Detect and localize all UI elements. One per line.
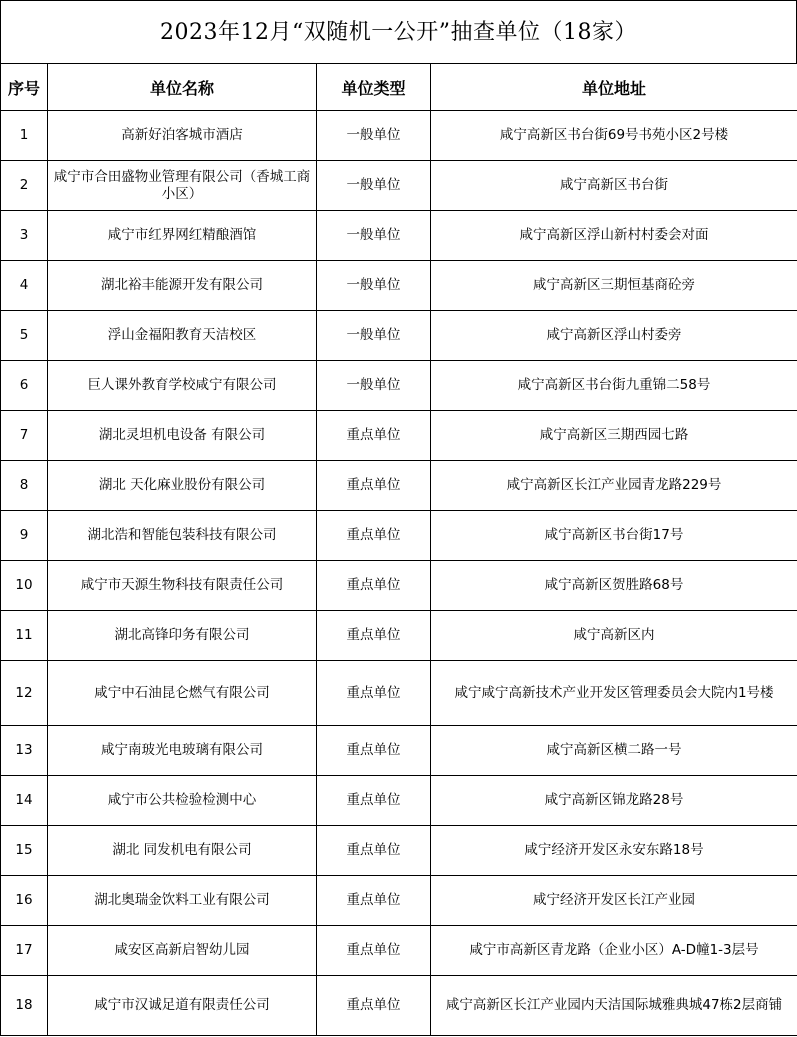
cell-index: 2: [1, 161, 48, 211]
cell-index: 5: [1, 311, 48, 361]
cell-name: 湖北高锋印务有限公司: [48, 611, 317, 661]
table-row: [1, 926, 797, 976]
cell-index: 10: [1, 561, 48, 611]
table-row: [1, 826, 797, 876]
table-row: [1, 211, 797, 261]
cell-type: 一般单位: [317, 311, 431, 361]
cell-name: 咸宁南玻光电玻璃有限公司: [48, 726, 317, 776]
cell-type: 重点单位: [317, 611, 431, 661]
cell-address: 咸宁高新区锦龙路28号: [431, 776, 797, 826]
inspection-table: [0, 63, 797, 1036]
cell-address: 咸宁高新区浮山村委旁: [431, 311, 797, 361]
cell-index: 15: [1, 826, 48, 876]
cell-index: 16: [1, 876, 48, 926]
cell-index: 8: [1, 461, 48, 511]
table-row: [1, 161, 797, 211]
cell-address: 咸宁高新区书台街17号: [431, 511, 797, 561]
table-row: [1, 776, 797, 826]
cell-type: 一般单位: [317, 161, 431, 211]
header-index: 序号: [1, 64, 48, 111]
cell-type: 重点单位: [317, 976, 431, 1036]
cell-index: 6: [1, 361, 48, 411]
cell-type: 重点单位: [317, 776, 431, 826]
cell-name: 湖北 天化麻业股份有限公司: [48, 461, 317, 511]
cell-name: 咸宁中石油昆仑燃气有限公司: [48, 661, 317, 726]
cell-address: 咸宁高新区内: [431, 611, 797, 661]
header-type: 单位类型: [317, 64, 431, 111]
cell-name: 高新好泊客城市酒店: [48, 111, 317, 161]
table-row: [1, 876, 797, 926]
table-row: [1, 661, 797, 726]
page-title: 2023年12月“双随机一公开”抽查单位（18家）: [0, 0, 797, 63]
table-row: [1, 461, 797, 511]
cell-address: 咸宁高新区贺胜路68号: [431, 561, 797, 611]
cell-address: 咸宁高新区书台街九重锦二58号: [431, 361, 797, 411]
cell-name: 咸宁市合田盛物业管理有限公司（香城工商小区）: [48, 161, 317, 211]
cell-address: 咸宁高新区浮山新村村委会对面: [431, 211, 797, 261]
cell-type: 一般单位: [317, 111, 431, 161]
table-row: [1, 611, 797, 661]
cell-type: 一般单位: [317, 361, 431, 411]
cell-index: 11: [1, 611, 48, 661]
cell-name: 湖北灵坦机电设备 有限公司: [48, 411, 317, 461]
cell-type: 重点单位: [317, 926, 431, 976]
cell-index: 13: [1, 726, 48, 776]
cell-index: 1: [1, 111, 48, 161]
cell-name: 湖北 同发机电有限公司: [48, 826, 317, 876]
cell-index: 14: [1, 776, 48, 826]
cell-type: 重点单位: [317, 826, 431, 876]
cell-address: 咸宁高新区长江产业园内天洁国际城雅典城47栋2层商铺: [431, 976, 797, 1036]
cell-type: 一般单位: [317, 261, 431, 311]
table-row: [1, 561, 797, 611]
cell-name: 湖北奥瑞金饮料工业有限公司: [48, 876, 317, 926]
cell-index: 9: [1, 511, 48, 561]
table-body: [1, 111, 797, 1036]
table-row: [1, 411, 797, 461]
cell-address: 咸宁高新区横二路一号: [431, 726, 797, 776]
table-row: [1, 311, 797, 361]
cell-address: 咸宁高新区长江产业园青龙路229号: [431, 461, 797, 511]
cell-name: 湖北浩和智能包装科技有限公司: [48, 511, 317, 561]
cell-type: 重点单位: [317, 461, 431, 511]
table-row: [1, 511, 797, 561]
header-name: 单位名称: [48, 64, 317, 111]
cell-address: 咸宁高新区书台街69号书苑小区2号楼: [431, 111, 797, 161]
cell-index: 18: [1, 976, 48, 1036]
cell-name: 咸宁市天源生物科技有限责任公司: [48, 561, 317, 611]
cell-address: 咸宁高新区三期恒基商砼旁: [431, 261, 797, 311]
cell-address: 咸宁市高新区青龙路（企业小区）A-D幢1-3层号: [431, 926, 797, 976]
cell-name: 咸宁市公共检验检测中心: [48, 776, 317, 826]
cell-type: 重点单位: [317, 561, 431, 611]
cell-address: 咸宁经济开发区长江产业园: [431, 876, 797, 926]
cell-address: 咸宁经济开发区永安东路18号: [431, 826, 797, 876]
cell-type: 重点单位: [317, 876, 431, 926]
cell-type: 重点单位: [317, 411, 431, 461]
header-row: [1, 64, 797, 111]
cell-index: 3: [1, 211, 48, 261]
table-row: [1, 726, 797, 776]
cell-index: 7: [1, 411, 48, 461]
cell-index: 12: [1, 661, 48, 726]
table-row: [1, 261, 797, 311]
cell-name: 咸宁市红界网红精酿酒馆: [48, 211, 317, 261]
cell-type: 重点单位: [317, 511, 431, 561]
cell-type: 重点单位: [317, 661, 431, 726]
cell-name: 巨人课外教育学校咸宁有限公司: [48, 361, 317, 411]
table-row: [1, 976, 797, 1036]
cell-name: 咸宁市汉诚足道有限责任公司: [48, 976, 317, 1036]
cell-address: 咸宁高新区三期西园七路: [431, 411, 797, 461]
table-row: [1, 361, 797, 411]
table-row: [1, 111, 797, 161]
header-address: 单位地址: [431, 64, 797, 111]
cell-address: 咸宁咸宁高新技术产业开发区管理委员会大院内1号楼: [431, 661, 797, 726]
cell-name: 湖北裕丰能源开发有限公司: [48, 261, 317, 311]
cell-name: 咸安区高新启智幼儿园: [48, 926, 317, 976]
cell-index: 17: [1, 926, 48, 976]
cell-index: 4: [1, 261, 48, 311]
cell-type: 重点单位: [317, 726, 431, 776]
cell-address: 咸宁高新区书台街: [431, 161, 797, 211]
cell-name: 浮山金福阳教育天洁校区: [48, 311, 317, 361]
cell-type: 一般单位: [317, 211, 431, 261]
